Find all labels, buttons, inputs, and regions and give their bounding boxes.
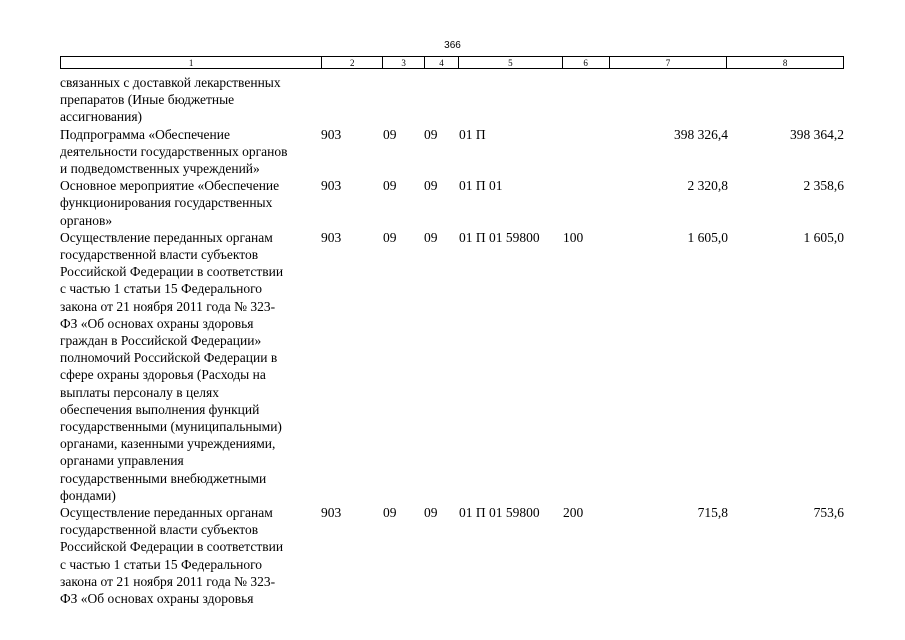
- cell-target-article: 01 П 01 59800: [459, 505, 540, 521]
- header-col-2: 2: [321, 57, 382, 68]
- row-name: Основное мероприятие «Обеспечение функционирования государственных органов»: [60, 178, 280, 228]
- cell-target-article: 01 П 01 59800: [459, 229, 540, 245]
- cell-amount-2: 398 364,2: [790, 126, 844, 142]
- header-col-3: 3: [382, 57, 424, 68]
- cell-amount-1: 2 320,8: [687, 178, 728, 194]
- cell-amount-2: 2 358,6: [803, 178, 844, 194]
- cell-amount-2: 753,6: [813, 505, 844, 521]
- table-row: [60, 229, 850, 504]
- table-row: [60, 74, 850, 126]
- table-row: [60, 504, 850, 607]
- cell-subsection: 09: [424, 505, 438, 521]
- header-col-8: 8: [726, 57, 843, 68]
- cell-amount-1: 715,8: [697, 505, 728, 521]
- cell-expense-type: 200: [563, 505, 584, 521]
- cell-grbs: 903: [321, 229, 342, 245]
- cell-amount-1: 1 605,0: [687, 229, 728, 245]
- header-col-4: 4: [424, 57, 458, 68]
- cell-section: 09: [383, 229, 397, 245]
- row-name: Подпрограмма «Обеспечение деятельности государственных органов и подведомственных учреждений»: [60, 126, 288, 177]
- row-name: Осуществление переданных органам государственной власти субъектов Российской Федерации в соответствии с частью 1 статьи 15 Федерального закона от 21 ноября 2011 года № 323- ФЗ «Об основах охраны здоровья: [60, 505, 284, 607]
- header-col-1: 1: [188, 58, 194, 68]
- cell-subsection: 09: [424, 178, 438, 194]
- cell-target-article: 01 П 01: [459, 178, 503, 194]
- cell-grbs: 903: [321, 178, 342, 194]
- table-body: [60, 74, 850, 607]
- page-number: 366: [444, 40, 461, 51]
- cell-expense-type: 100: [563, 229, 584, 245]
- header-col-7: 7: [609, 57, 727, 68]
- header-col-6: 6: [562, 57, 609, 68]
- cell-grbs: 903: [321, 505, 342, 521]
- cell-section: 09: [383, 126, 397, 142]
- table-row: [60, 177, 850, 229]
- cell-grbs: 903: [321, 126, 342, 142]
- cell-subsection: 09: [424, 229, 438, 245]
- header-col-5: 5: [458, 57, 562, 68]
- table-header: [60, 56, 844, 69]
- cell-amount-2: 1 605,0: [803, 229, 844, 245]
- cell-section: 09: [383, 178, 397, 194]
- row-name: связанных с доставкой лекарственных препаратов (Иные бюджетные ассигнования): [60, 75, 281, 125]
- cell-amount-1: 398 326,4: [674, 126, 728, 142]
- table-row: [60, 126, 850, 178]
- cell-section: 09: [383, 505, 397, 521]
- cell-subsection: 09: [424, 126, 438, 142]
- cell-target-article: 01 П: [459, 126, 486, 142]
- row-name: Осуществление переданных органам государственной власти субъектов Российской Федерации в соответствии с частью 1 статьи 15 Федерального закона от 21 ноября 2011 года № 323- ФЗ «Об основах охраны здоровья граждан в Российской Федерации» полномочий Российской Федерации в сфере охраны здоровья (Расходы на выплаты персоналу в целях обеспечения выполнения функций государственными (муниципальными) органами, казенными учреждениями, органами управления государственными внебюджетными фондами): [60, 229, 284, 503]
